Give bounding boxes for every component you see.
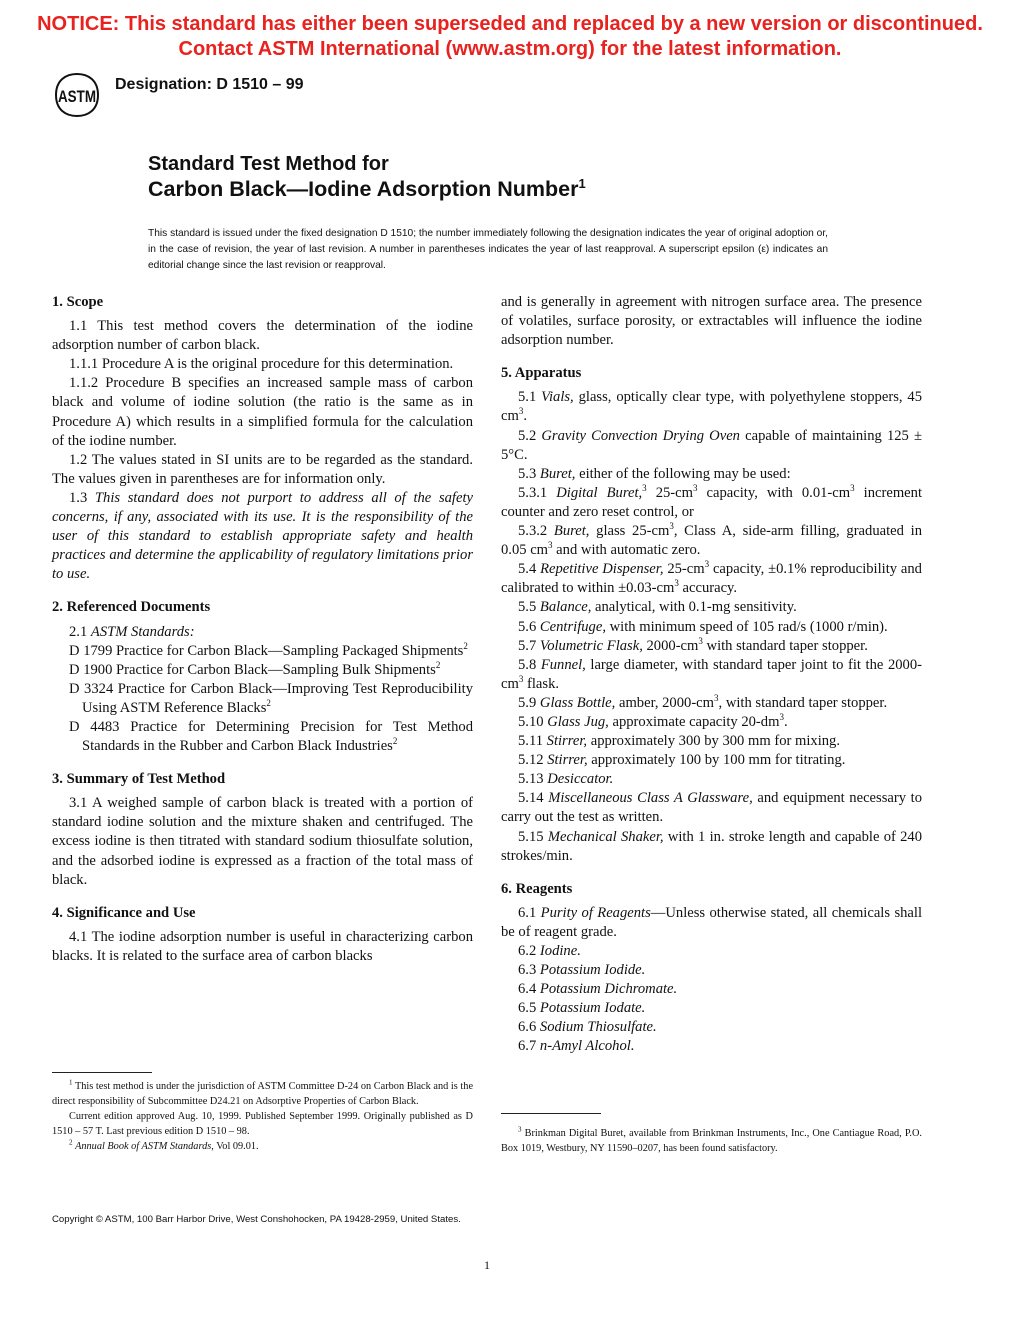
para-5-3: 5.3 Buret, either of the following may be used: <box>518 465 791 482</box>
reagent-item: 6.5 Potassium Iodate. <box>518 1000 646 1017</box>
notice-line-2: Contact ASTM International (www.astm.org) for the latest information. <box>178 38 842 60</box>
ref-item <box>52 680 473 718</box>
logo-text: ASTM <box>58 87 96 106</box>
para-5-8: 5.8 Funnel, large diameter, with standard taper joint to fit the $2000-cm^3$ flask. <box>501 656 922 692</box>
ref-item <box>52 642 473 661</box>
footnote-2-end: , Vol 09.01. <box>211 1141 259 1152</box>
footnote-1-mark: 1 <box>69 1078 73 1087</box>
reagent-item: 6.7 n-Amyl Alcohol. <box>518 1038 635 1055</box>
section-heading-scope: 1. Scope <box>52 294 104 310</box>
ref-footnote-mark: 2 <box>392 736 398 747</box>
ref-text: D 1900 Practice for Carbon Black—Sampling Bulk Shipments <box>69 661 436 678</box>
title-line-1: Standard Test Method for <box>148 153 389 175</box>
footnotes-right <box>501 1126 922 1156</box>
footnote-3 <box>501 1126 922 1156</box>
para-1-1-2: 1.1.2 Procedure B specifies an increased sample mass of carbon black and volume of iodine solution (the ratio is the same as in Procedure A) which results in a simplified formula for the calculation of the iodine number. <box>52 375 473 449</box>
para-1-3 <box>52 489 473 584</box>
title-footnote-mark: 1 <box>578 176 586 191</box>
para-5-10: 5.10 Glass Jug, approximate capacity $20-dm^3$. <box>518 712 788 730</box>
footnote-rule-right <box>501 1113 601 1114</box>
para-5-3-1: 5.3.1 Digital Buret,$^3$ $25-cm^3$ capacity, with $0.01-cm^3$ increment counter and zero reset control, or <box>501 482 923 520</box>
footnote-3-text: Brinkman Digital Buret, available from Brinkman Instruments, Inc., One Cantiague Road, P.O. Box 1019, Westbury, NY 11590–0207, has been found satisfactory. <box>501 1128 922 1154</box>
ref-footnote-mark: 2 <box>435 659 441 670</box>
para-5-12: 5.12 Stirrer, approximately 100 by 100 mm for titrating. <box>518 752 846 769</box>
section-heading-referenced: 2. Referenced Documents <box>52 599 211 616</box>
para-1-1-1: 1.1.1 Procedure A is the original procedure for this determination. <box>69 356 454 373</box>
section-heading-apparatus: 5. Apparatus <box>501 365 582 382</box>
reagent-item: 6.3 Potassium Iodide. <box>518 962 646 979</box>
footnote-2-text: Annual Book of ASTM Standards <box>75 1141 212 1152</box>
para-4-1-continued: and is generally in agreement with nitrogen surface area. The presence of volatiles, surface porosity, or extractables will influence the iodine adsorption number. <box>501 294 922 349</box>
para-5-15: 5.15 Mechanical Shaker, with 1 in. stroke length and capable of 240 strokes/min. <box>501 828 923 864</box>
para-1-3-text: This standard does not purport to address all of the safety concerns, if any, associated with its use. It is the responsibility of the user of this standard to establish appropriate safety and health practices and determine the applicability of regulatory limitations prior to use. <box>52 489 473 583</box>
designation: Designation: D 1510 – 99 <box>115 76 304 93</box>
section-heading-reagents: 6. Reagents <box>501 880 573 897</box>
para-2-1 <box>52 623 473 642</box>
para-1-2: 1.2 The values stated in SI units are to be regarded as the standard. The values given in parentheses are for information only. <box>52 451 473 487</box>
para-6-1: 6.1 Purity of Reagents—Unless otherwise stated, all chemicals shall be of reagent grade. <box>501 904 923 940</box>
ref-item <box>52 661 473 680</box>
para-5-6: 5.6 Centrifuge, with minimum speed of 105 rad/s (1000 r/min). <box>518 618 888 635</box>
para-3-1: 3.1 A weighed sample of carbon black is treated with a portion of standard iodine solution and the mixture shaken and centrifuged. The excess iodine is then titrated with standard sodium thiosulfate solution, and the adsorbed iodine is expressed as a fraction of the total mass of black. <box>52 795 473 888</box>
para-1-3-num: 1.3 <box>69 489 88 506</box>
para-2-1-text: ASTM Standards: <box>90 623 195 640</box>
footnote-2-mark: 2 <box>69 1138 73 1147</box>
reagent-item: 6.6 Sodium Thiosulfate. <box>518 1019 657 1036</box>
notice-line-1: NOTICE: This standard has either been superseded and replaced by a new version or discontinued. <box>37 13 983 35</box>
para-5-9: 5.9 Glass Bottle, amber, $2000-cm^3$, with standard taper stopper. <box>518 693 888 711</box>
footnotes-left <box>52 1079 473 1154</box>
title-line-2 <box>148 176 586 202</box>
reagent-item: 6.4 Potassium Dichromate. <box>518 981 678 998</box>
left-column <box>52 293 473 966</box>
section-heading-significance: 4. Significance and Use <box>52 904 196 921</box>
issue-note: This standard is issued under the fixed designation D 1510; the number immediately following the designation indicates the year of original adoption or, in the case of revision, the year of last revision. A number in parentheses indicates the year of last reapproval. A superscript epsilon (ε) indicates an editorial change since the last revision or reapproval. <box>148 228 828 271</box>
footnote-3-mark: 3 <box>518 1125 522 1134</box>
footnote-2 <box>52 1139 473 1154</box>
astm-logo <box>52 72 102 118</box>
ref-text: D 1799 Practice for Carbon Black—Sampling Packaged Shipments <box>69 642 464 659</box>
para-1-1: 1.1 This test method covers the determination of the iodine adsorption number of carbon black. <box>52 318 473 354</box>
footnote-1-edition: Current edition approved Aug. 10, 1999. Published September 1999. Originally published as D 1510 – 57 T. Last previous edition D 1510 – 98. <box>52 1111 473 1137</box>
right-column <box>501 293 922 1057</box>
ref-item <box>52 718 473 756</box>
page-number: 1 <box>484 1258 490 1272</box>
footnote-1 <box>52 1079 473 1109</box>
para-5-4: 5.4 Repetitive Dispenser, $25-cm^3$ capacity, ±0.1% reproducibility and calibrated to within $\pm 0.03-cm^3$ accuracy. <box>501 559 922 597</box>
para-5-3-2: 5.3.2 Buret, glass $25-cm^3$, Class A, side-arm filling, graduated in 0.05 $cm^3$ and with automatic zero. <box>501 521 922 559</box>
para-4-1: 4.1 The iodine adsorption number is useful in characterizing carbon blacks. It is related to the surface area of carbon blacks <box>52 928 473 964</box>
para-5-11: 5.11 Stirrer, approximately 300 by 300 mm for mixing. <box>518 733 841 750</box>
footnote-1-text: This test method is under the jurisdiction of ASTM Committee D-24 on Carbon Black and is the direct responsibility of Subcommittee D24.21 on Adsorptive Properties of Carbon Black. <box>52 1081 474 1107</box>
title-text: Carbon Black—Iodine Adsorption Number <box>148 177 579 202</box>
para-5-13: 5.13 Desiccator. <box>518 771 614 788</box>
para-5-1: 5.1 Vials, glass, optically clear type, with polyethylene stoppers, 45 $cm^3$. <box>501 389 922 425</box>
para-5-2: 5.2 Gravity Convection Drying Oven capable of maintaining 125 ± 5°C. <box>501 427 922 463</box>
para-5-7: 5.7 Volumetric Flask, $2000-cm^3$ with standard taper stopper. <box>518 635 868 654</box>
para-5-5: 5.5 Balance, analytical, with 0.1-mg sensitivity. <box>518 599 797 616</box>
ref-text: D 4483 Practice for Determining Precision for Test Method Standards in the Rubber and Carbon Black Industries <box>69 718 473 755</box>
reagent-item: 6.2 Iodine. <box>518 943 581 959</box>
section-heading-summary: 3. Summary of Test Method <box>52 771 226 788</box>
ref-footnote-mark: 2 <box>463 640 468 651</box>
ref-text: D 3324 Practice for Carbon Black—Improving Test Reproducibility Using ASTM Reference Blacks <box>69 680 473 716</box>
notice-banner <box>0 12 1020 62</box>
para-2-1-num: 2.1 <box>69 623 88 640</box>
copyright: Copyright © ASTM, 100 Barr Harbor Drive, West Conshohocken, PA 19428-2959, United States. <box>52 1214 461 1225</box>
para-5-14: 5.14 Miscellaneous Class A Glassware, and equipment necessary to carry out the test as written. <box>501 790 923 826</box>
ref-footnote-mark: 2 <box>266 698 271 709</box>
footnote-rule-left <box>52 1072 152 1073</box>
